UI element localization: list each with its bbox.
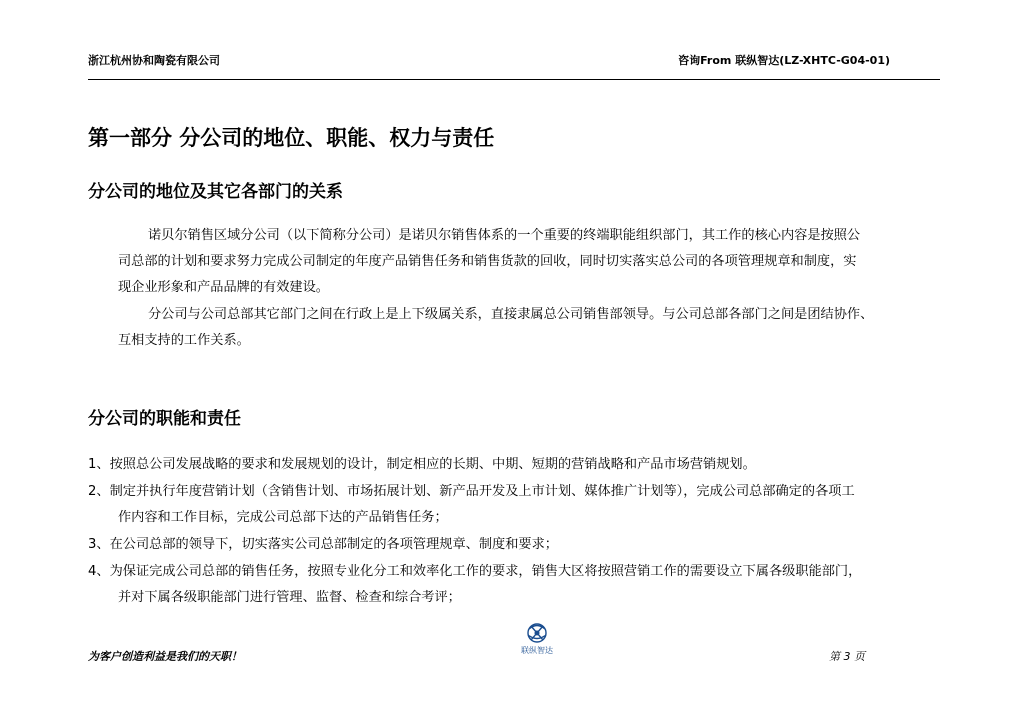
header-consult-code: 咨询From 联纵智达(LZ-XHTC-G04-01) <box>678 54 890 67</box>
list-item-continuation: 并对下属各级职能部门进行管理、监督、检查和综合考评； <box>118 590 461 605</box>
part-title: 第一部分 分公司的地位、职能、权力与责任 <box>88 125 495 150</box>
paragraph-line: 司总部的计划和要求努力完成公司制定的年度产品销售任务和销售货款的回收，同时切实落实总公司的各项管理规章和制度，实 <box>118 254 857 269</box>
header-company-name: 浙江杭州协和陶瓷有限公司 <box>88 54 220 67</box>
section-title-status: 分公司的地位及其它各部门的关系 <box>88 182 343 202</box>
list-item: 4、为保证完成公司总部的销售任务，按照专业化分工和效率化工作的要求，销售大区将按照营销工作的需要设立下属各级职能部门， <box>88 564 862 579</box>
list-item-continuation: 作内容和工作目标，完成公司总部下达的产品销售任务； <box>118 510 448 525</box>
paragraph-line: 诺贝尔销售区域分公司（以下简称分公司）是诺贝尔销售体系的一个重要的终端职能组织部门，其工作的核心内容是按照公 <box>148 228 861 243</box>
header-divider <box>88 79 940 80</box>
list-item: 3、在公司总部的领导下，切实落实公司总部制定的各项管理规章、制度和要求； <box>88 537 558 552</box>
logo-text: 联纵智达 <box>521 646 553 655</box>
page-number: 第 3 页 <box>829 650 865 663</box>
paragraph-line: 分公司与公司总部其它部门之间在行政上是上下级属关系，直接隶属总公司销售部领导。与公司总部各部门之间是团结协作、 <box>148 307 874 322</box>
section-title-functions: 分公司的职能和责任 <box>88 409 241 429</box>
paragraph-line: 互相支持的工作关系。 <box>118 333 250 348</box>
paragraph-line: 现企业形象和产品品牌的有效建设。 <box>118 280 329 295</box>
footer-slogan: 为客户创造利益是我们的天职！ <box>88 650 242 663</box>
list-item: 2、制定并执行年度营销计划（含销售计划、市场拓展计划、新产品开发及上市计划、媒体推广计划等），完成公司总部确定的各项工 <box>88 484 855 499</box>
list-item: 1、按照总公司发展战略的要求和发展规划的设计，制定相应的长期、中期、短期的营销战略和产品市场营销规划。 <box>88 457 756 472</box>
